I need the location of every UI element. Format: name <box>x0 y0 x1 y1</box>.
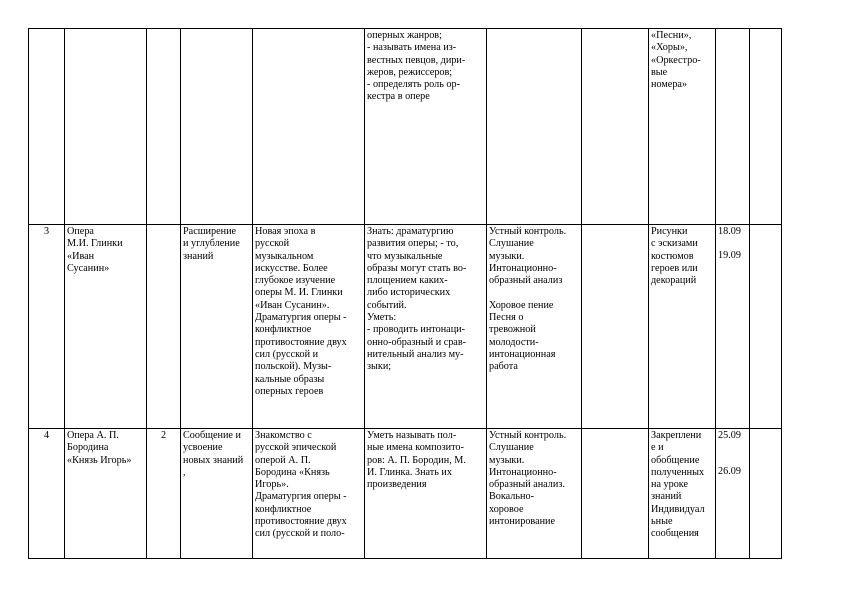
lesson-topic-cell: Опера М.И. Глинки «Иван Сусанин» <box>65 225 147 429</box>
date-second: 26.09 <box>718 466 741 478</box>
requirements-cell: оперных жанров; - называть имена из- вестных певцов, дири- жеров, режиссеров; - определять роль ор- кестра в опере <box>365 29 487 225</box>
notes-cell <box>750 429 782 559</box>
homework-cell: Закреплени е и обобщение полученных на уроке знаний Индивидуал ьные сообщения <box>649 429 716 559</box>
content-cell: Знакомство с русской эпической оперой А. П. Бородина «Князь Игорь». Драматургия оперы - конфликтное противостояние двух сил (русской и поло- <box>253 429 365 559</box>
homework-cell: «Песни», «Хоры», «Оркестро- вые номера» <box>649 29 716 225</box>
table-row <box>29 225 782 429</box>
content-cell: Новая эпоха в русской музыкальном искусстве. Более глубокое изучение оперы М. И. Глинки «Иван Сусанин». Драматургия оперы - конфликтное противостояние двух сил (русской и польской). Музы- кальные образы оперных героев <box>253 225 365 429</box>
lesson-number-cell: 3 <box>29 225 65 429</box>
table-row <box>29 29 782 225</box>
lesson-topic-cell <box>65 29 147 225</box>
hours-cell <box>147 225 181 429</box>
notes-cell <box>750 29 782 225</box>
date-cell <box>716 225 750 429</box>
date-gap <box>718 238 747 250</box>
homework-cell: Рисунки с эскизами костюмов героев или декораций <box>649 225 716 429</box>
hours-cell <box>147 29 181 225</box>
date-cell <box>716 29 750 225</box>
lesson-number-cell <box>29 29 65 225</box>
empty-cell <box>582 429 649 559</box>
control-cell: Устный контроль. Слушание музыки. Интонационно- образный анализ Хоровое пение Песня о тревожной молодости- интонационная работа <box>487 225 582 429</box>
requirements-cell: Уметь называть пол- ные имена композито- ров: А. П. Бородин, М. И. Глинка. Знать их произведения <box>365 429 487 559</box>
date-second: 19.09 <box>718 250 741 262</box>
table-row <box>29 429 782 559</box>
content-cell <box>253 29 365 225</box>
lesson-plan-table <box>28 28 782 559</box>
requirements-cell: Знать: драматургию развития оперы; - то, что музыкальные образы могут стать во- площением каких- либо исторических событий. Уметь: - проводить интонаци- онно-образный и срав- нительный анализ му- зыки; <box>365 225 487 429</box>
date-gap <box>718 442 747 454</box>
notes-cell <box>750 225 782 429</box>
control-cell: Устный контроль. Слушание музыки. Интонационно- образный анализ. Вокально- хоровое интонирование <box>487 429 582 559</box>
lesson-type-cell: Расширение и углубление знаний <box>181 225 253 429</box>
empty-cell <box>582 225 649 429</box>
date-first: 18.09 <box>718 226 741 237</box>
hours-cell: 2 <box>147 429 181 559</box>
lesson-number-cell: 4 <box>29 429 65 559</box>
date-gap <box>718 454 747 466</box>
lesson-type-cell <box>181 29 253 225</box>
lesson-type-cell: Сообщение и усвоение новых знаний , <box>181 429 253 559</box>
date-cell <box>716 429 750 559</box>
control-cell <box>487 29 582 225</box>
empty-cell <box>582 29 649 225</box>
lesson-topic-cell: Опера А. П. Бородина «Князь Игорь» <box>65 429 147 559</box>
date-first: 25.09 <box>718 430 741 441</box>
